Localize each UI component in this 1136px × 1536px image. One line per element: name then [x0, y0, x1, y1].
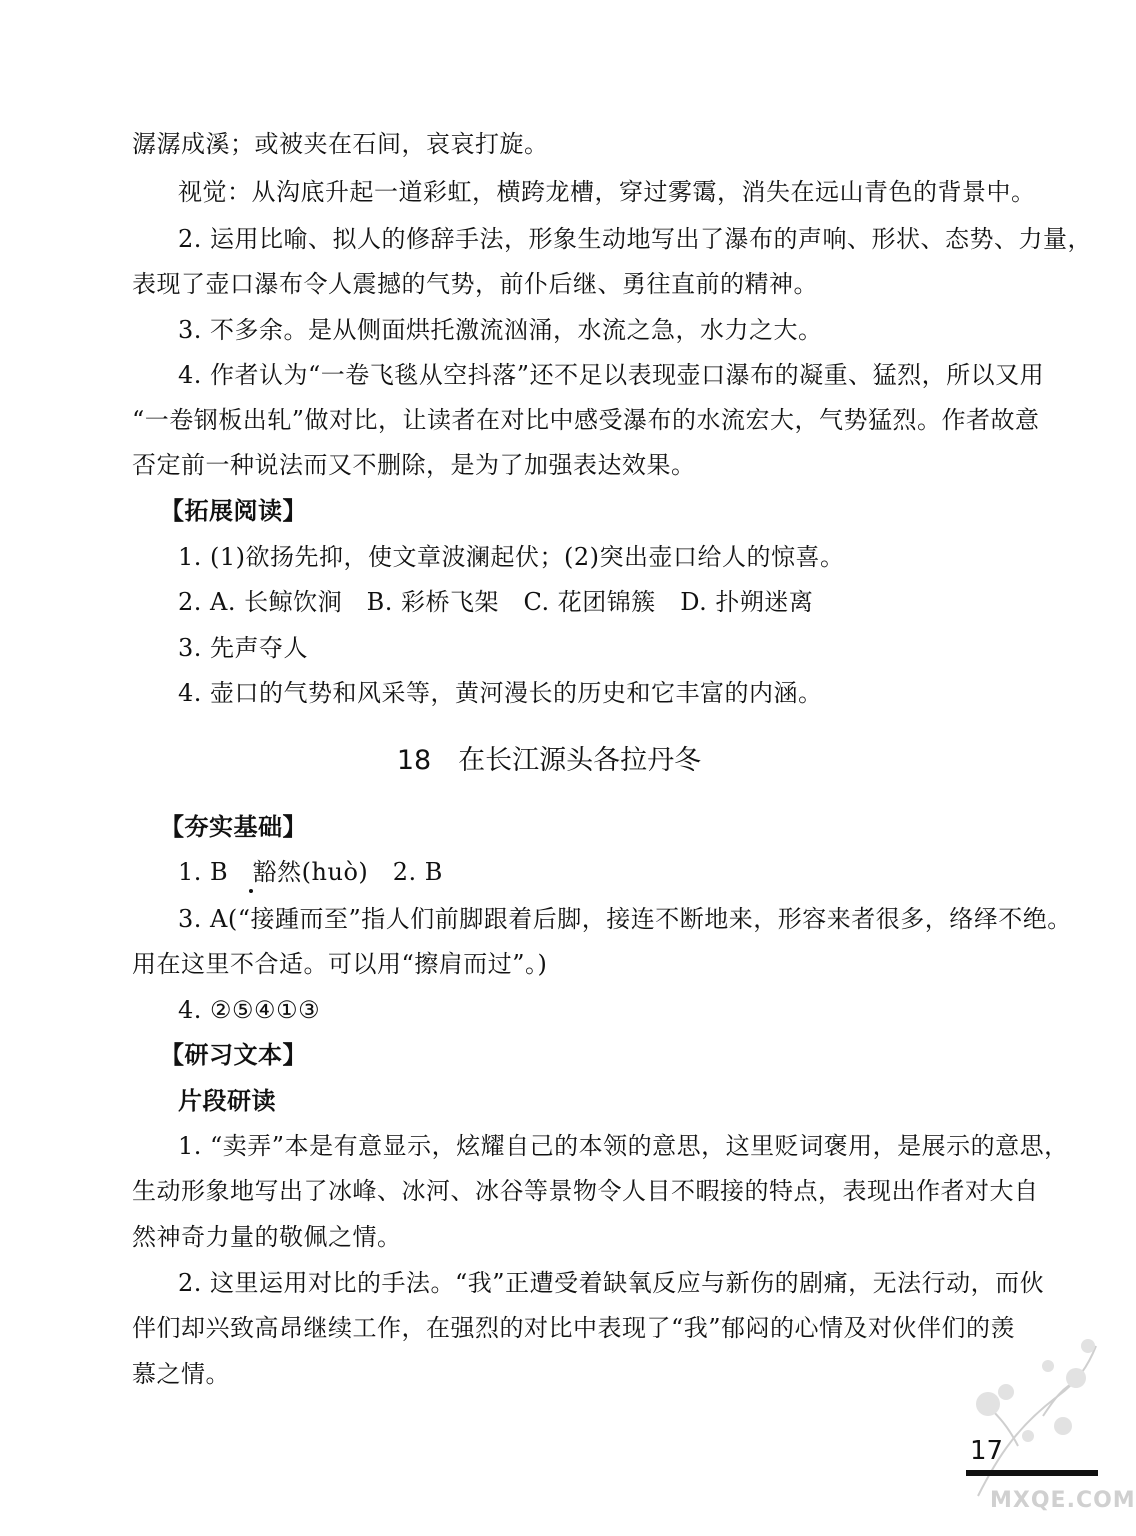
text-line: 4. 壶口的气势和风采等，黄河漫长的历史和它丰富的内涵。 — [178, 679, 823, 707]
watermark-logo: MXQE.COM — [990, 1488, 1136, 1513]
section-heading-extended-reading: 【拓展阅读】 — [160, 497, 307, 525]
text-line: 1. “卖弄”本是有意显示，炫耀自己的本领的意思，这里贬词褒用，是展示的意思， — [178, 1132, 1069, 1160]
text-line: 用在这里不合适。可以用“擦肩而过”。) — [132, 950, 548, 978]
floral-decoration — [958, 1306, 1098, 1506]
text-line: 3. 不多余。是从侧面烘托激流汹涌，水流之急，水力之大。 — [178, 316, 823, 344]
text-line: 3. A(“接踵而至”指人们前脚跟着后脚，接连不断地来，形容来者很多，络绎不绝。 — [178, 905, 1072, 933]
page-number: 17 — [970, 1436, 1004, 1466]
text-line: 2. A. 长鲸饮涧 B. 彩桥飞架 C. 花团锦簇 D. 扑朔迷离 — [178, 588, 814, 616]
text-line: 然神奇力量的敬佩之情。 — [132, 1223, 402, 1251]
text-line: 伴们却兴致高昂继续工作，在强烈的对比中表现了“我”郁闷的心情及对伙伴们的羡 — [132, 1314, 1016, 1342]
text-line: 潺潺成溪；或被夹在石间，哀哀打旋。 — [132, 130, 549, 158]
page-number-bar — [966, 1470, 1098, 1476]
text-line: 2. 运用比喻、拟人的修辞手法，形象生动地写出了瀑布的声响、形状、态势、力量， — [178, 225, 1093, 253]
text-line: 4. 作者认为“一卷飞毯从空抖落”还不足以表现壶口瀑布的凝重、猛烈，所以又用 — [178, 361, 1045, 389]
emphasis-dot — [249, 889, 253, 893]
text-line: 视觉：从沟底升起一道彩虹，横跨龙槽，穿过雾霭，消失在远山青色的背景中。 — [178, 178, 1036, 206]
chapter-title: 18 在长江源头各拉丹冬 — [396, 745, 702, 776]
text-line: 3. 先声夺人 — [178, 634, 309, 662]
text-line: 表现了壶口瀑布令人震撼的气势，前仆后继、勇往直前的精神。 — [132, 270, 818, 298]
text-line: 生动形象地写出了冰峰、冰河、冰谷等景物令人目不暇接的特点，表现出作者对大自 — [132, 1177, 1039, 1205]
text-line: “一卷钢板出轧”做对比，让读者在对比中感受瀑布的水流宏大，气势猛烈。作者故意 — [132, 406, 1040, 434]
text-line: 4. ②⑤④①③ — [178, 996, 321, 1024]
text-line: 1. B 豁然(huò) 2. B — [178, 858, 443, 886]
section-heading-text-study: 【研习文本】 — [160, 1041, 307, 1069]
text-line: 否定前一种说法而又不删除，是为了加强表达效果。 — [132, 451, 696, 479]
text-line: 2. 这里运用对比的手法。“我”正遭受着缺氧反应与新伤的剧痛，无法行动，而伙 — [178, 1269, 1045, 1297]
text-line: 1. (1)欲扬先抑，使文章波澜起伏；(2)突出壶口给人的惊喜。 — [178, 543, 845, 571]
subsection-heading: 片段研读 — [178, 1087, 276, 1115]
text-line: 慕之情。 — [132, 1360, 230, 1388]
section-heading-foundation: 【夯实基础】 — [160, 813, 307, 841]
